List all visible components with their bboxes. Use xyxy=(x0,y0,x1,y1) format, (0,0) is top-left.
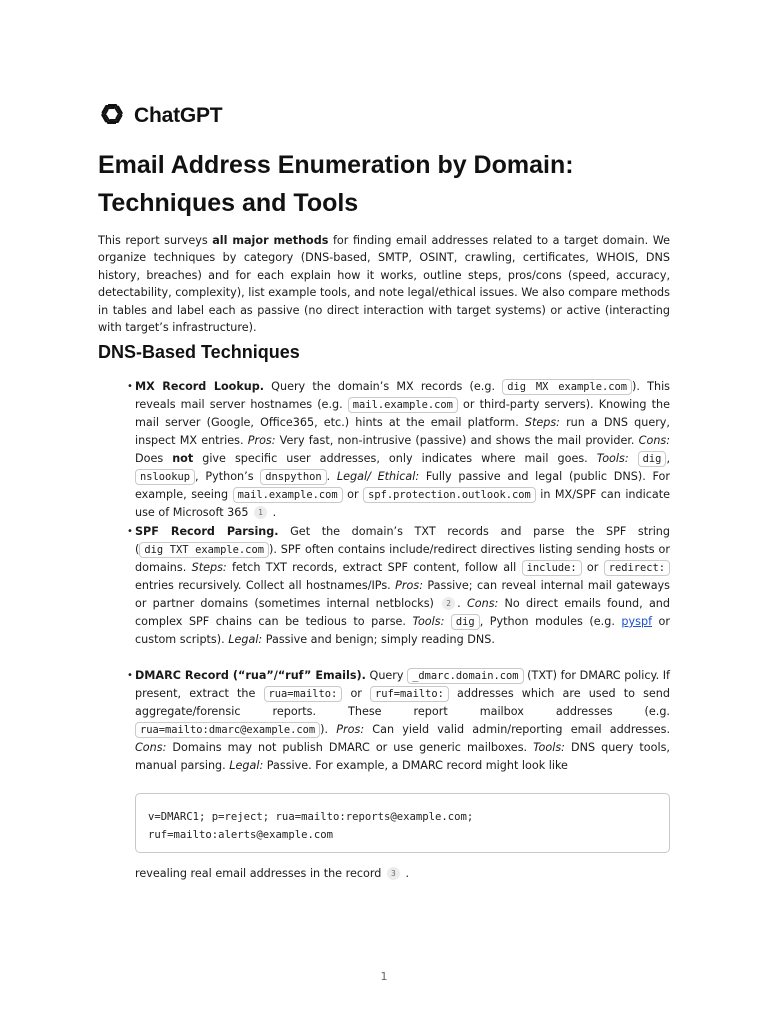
citation-badge[interactable]: 1 xyxy=(254,506,267,519)
list-item-mx-record: • MX Record Lookup. Query the domain’s MX records (e.g. dig MX example.com ). This reveals mail server hostnames (e.g. mail.example.com or third-party servers). Knowing the mail server (Google, Office365, etc.) hints at the email platform. Steps: run a DNS query, inspect MX entries. Pros: Very fast, non-intrusive (passive) and shows the mail provider. Cons: Does not give specific user addresses, only indicates where mail goes. Tools: dig , nslookup , Python’s dnspython . Legal/ Ethical: Fully passive and legal (public DNS). For example, seeing mail.example.com or spf.protection.outlook.com in MX/SPF can indicate use of Microsoft 365 1 . xyxy=(135,378,670,522)
page-number: 1 xyxy=(380,970,388,983)
openai-logo-icon xyxy=(98,100,126,132)
code-inline: mail.example.com xyxy=(233,487,343,503)
code-block[interactable]: v=DMARC1; p=reject; rua=mailto:reports@example.com; ruf=mailto:alerts@example.com xyxy=(135,793,670,853)
code-inline: dig xyxy=(451,614,480,630)
code-inline: spf.protection.outlook.com xyxy=(363,487,536,503)
code-inline: dig MX example.com xyxy=(502,379,632,395)
code-inline: include: xyxy=(522,560,582,576)
code-inline: dig TXT example.com xyxy=(139,542,269,558)
section-heading: DNS-Based Techniques xyxy=(98,342,300,362)
code-inline: ruf=mailto: xyxy=(370,686,449,702)
code-inline: dig xyxy=(638,451,667,467)
code-block-caption: revealing real email addresses in the record 3 . xyxy=(135,867,410,880)
code-inline: mail.example.com xyxy=(348,397,458,413)
code-inline: _dmarc.domain.com xyxy=(407,668,523,684)
brand-name: ChatGPT xyxy=(134,104,223,127)
list-item-dmarc-record: • DMARC Record (“rua”/“ruf” Emails). Query _dmarc.domain.com (TXT) for DMARC policy. If present, extract the rua=mailto: or ruf=mailto: addresses which are used to send aggregate/forensic reports. These report mailbox addresses (e.g. rua=mailto:dmarc@example.com ). Pros: Can yield valid admin/reporting email addresses. Cons: Domains may not publish DMARC or use generic mailboxes. Tools: DNS query tools, manual parsing. Legal: Passive. For example, a DMARC record might look like xyxy=(135,667,670,775)
brand-header xyxy=(98,100,222,132)
list-item-spf-record: • SPF Record Parsing. Get the domain’s TXT records and parse the SPF string ( dig TXT example.com ). SPF often contains include/redirect directives listing sending hosts or domains. Steps: fetch TXT records, extract SPF content, follow all include: or redirect: entries recursively. Collect all hostnames/IPs. Pros: Passive; can reveal internal mail gateways or partner domains (sometimes internal netblocks) 2 . Cons: No direct emails found, and complex SPF chains can be tedious to parse. Tools: dig , Python modules (e.g. pyspf or custom scripts). Legal: Passive and benign; simply reading DNS. xyxy=(135,523,670,649)
intro-paragraph: This report surveys all major methods for finding email addresses related to a target domain. We organize techniques by category (DNS-based, SMTP, OSINT, crawling, certificates, WHOIS, DNS history, breaches) and for each explain how it works, outline steps, pros/cons (speed, accuracy, detectability, complexity), list example tools, and note legal/ethical issues. We also compare methods in tables and label each as passive (no direct interaction with target systems) or active (interacting with target’s infrastructure). xyxy=(98,234,670,335)
code-inline: dnspython xyxy=(260,469,326,485)
code-inline: redirect: xyxy=(604,560,670,576)
page-title: Email Address Enumeration by Domain: Techniques and Tools xyxy=(98,151,574,217)
citation-badge[interactable]: 3 xyxy=(387,867,400,880)
citation-badge[interactable]: 2 xyxy=(442,597,455,610)
code-inline: nslookup xyxy=(135,469,195,485)
code-inline: rua=mailto: xyxy=(264,686,343,702)
pyspf-link[interactable]: pyspf xyxy=(621,615,653,628)
code-inline: rua=mailto:dmarc@example.com xyxy=(135,722,320,738)
